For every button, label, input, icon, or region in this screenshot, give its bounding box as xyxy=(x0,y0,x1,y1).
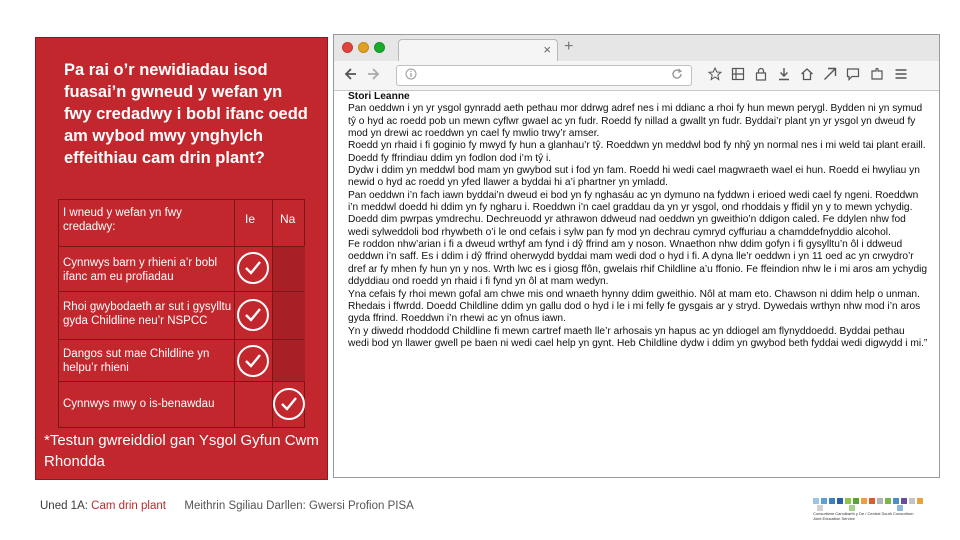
column-yes-header: Ie xyxy=(245,212,256,226)
lock-icon[interactable] xyxy=(754,67,768,84)
check-icon xyxy=(237,252,269,284)
unit-topic: Cam drin plant xyxy=(91,500,166,512)
new-tab-icon[interactable]: + xyxy=(564,38,574,55)
star-icon[interactable] xyxy=(708,67,722,84)
close-tab-icon[interactable]: × xyxy=(543,42,551,57)
row-label: Cynnwys mwy o is-benawdau xyxy=(63,398,215,410)
page-info-icon xyxy=(405,68,417,83)
reload-icon[interactable] xyxy=(671,68,683,83)
check-icon xyxy=(237,345,269,377)
source-note: *Testun gwreiddiol gan Ysgol Gyfun Cwm Rhondda xyxy=(44,432,319,470)
consortium-logo xyxy=(813,496,923,526)
story-paragraph: Roedd yn rhaid i fi goginio fy mwyd fy hun a glanhau’r tŷ. Roeddwn yn meddwl bod fy nhŷ yn normal nes i mi weld tai plant eraill. Doedd fy ffrindiau ddim yn fodlon dod i’m tŷ i. xyxy=(348,140,926,164)
story-paragraph: Fe roddon nhw’arian i fi a dweud wrthyf am fynd i dŷ ffrind am y noson. Wnaethon nhw ddim gofyn i fi gysylltu’n ôl i ddweud oeddwn i’n saff. Es i ddim i dŷ ffrind oherwydd byddai mam wedi dod o hyd i fi. A dyna lle’r oeddwn i yn 11 oed ac yn crwydro’r dref ar fy mhen fy hun yn y nos. Wrth lwc es i giosg ffôn, gwelais rhif Childline a’u ffonio. Fe ffeindion nhw le i mi aros am ychydig ddyddiau ond roedd yn rhaid i fi fynd yn ôl at mam wedyn. xyxy=(348,239,928,288)
check-icon xyxy=(273,388,305,420)
row-label: Dangos sut mae Childline yn helpu’r rhieni xyxy=(63,348,210,374)
send-arrow-icon[interactable] xyxy=(823,67,837,84)
maximize-window-icon[interactable] xyxy=(374,42,385,53)
story-content xyxy=(348,91,928,350)
story-paragraph: Pan oeddwn i yn yr ysgol gynradd aeth pethau mor ddrwg adref nes i mi ddianc a rhoi fy hun mewn perygl. Bydden ni yn symud tŷ o hyd ac roedd pob un mewn cyflwr gwael ac yn fudr. Roedd fy nillad a gwallt yn fudr. Byddai’r plant yn yr ysgol yn dweud fy mod yn drewi ac roeddwn yn cael fy mwlio trwy’r amser. xyxy=(348,103,923,140)
answer-table xyxy=(58,199,305,428)
question-text: Pa rai o’r newidiadau isod fuasai’n gwneud y wefan yn fwy credadwy i bobl ifanc oedd am wybod mwy ynghylch effeithiau cam drin plant? xyxy=(64,61,308,167)
check-icon xyxy=(237,299,269,331)
extension-icon[interactable] xyxy=(870,67,884,84)
logo-text: Consortiwm Canolbarth y De / Central South Consortium Joint Education Service xyxy=(813,511,914,521)
address-bar[interactable] xyxy=(396,65,692,86)
download-icon[interactable] xyxy=(777,67,791,84)
footer xyxy=(40,500,414,512)
browser-tab[interactable] xyxy=(398,39,558,61)
browser-titlebar xyxy=(334,35,939,61)
story-title: Stori Leanne xyxy=(348,91,410,102)
story-paragraph: Yna cefais fy rhoi mewn gofal am chwe mis ond wnaeth hynny ddim gweithio. Nôl at mam eto. Chawson ni ddim help o unman. Rhedais i ffwrdd. Doedd Childline ddim yn gallu dod o hyd i le i mi felly fe gysgais ar y stryd. Dywedais wrthyn nhw mod i’n aros gyda ffrind. Roeddwn i’n rhewi ac yn ofnus iawn. xyxy=(348,288,921,325)
table-header-row xyxy=(59,200,304,246)
table-row xyxy=(59,246,304,291)
unit-label: Uned 1A: xyxy=(40,500,88,512)
browser-window xyxy=(333,34,940,478)
table-header-label: I wneud y wefan yn fwy credadwy: xyxy=(63,207,182,233)
chat-icon[interactable] xyxy=(846,67,860,84)
table-row xyxy=(59,381,304,429)
forward-arrow-icon[interactable] xyxy=(366,67,380,85)
close-window-icon[interactable] xyxy=(342,42,353,53)
home-icon[interactable] xyxy=(800,67,814,84)
browser-toolbar xyxy=(334,61,939,91)
column-no-header: Na xyxy=(280,212,296,226)
row-label: Cynnwys barn y rhieni a’r bobl ifanc am eu profiadau xyxy=(63,257,218,283)
reading-list-icon[interactable] xyxy=(731,67,745,84)
story-paragraph: Pan oeddwn i’n fach iawn byddai’n dweud ei bod yn fy nghasáu ac yn dymuno na fyddwn i erioed wedi cael fy ngeni. Roeddwn i’n meddwl doedd hi ddim yn fy ngharu i. Roeddwn i’n cael graddau da yn yr ysgol, ond rhoddais y ffidil yn y to mewn ychydig. Doedd dim pwrpas ymdrechu. Dechreuodd yr athrawon ddweud nad oeddwn yn gweithio’n ddigon caled. Fe ddylen nhw fod wedi sylweddoli bod rhywbeth o’i le ond cefais i sylw pan fy mod yn dechrau cymryd cyffuriau a chamddefnyddio alcohol. xyxy=(348,189,919,238)
back-arrow-icon[interactable] xyxy=(344,67,358,85)
minimize-window-icon[interactable] xyxy=(358,42,369,53)
table-row xyxy=(59,291,304,339)
menu-icon[interactable] xyxy=(894,67,908,84)
footer-subtitle: Meithrin Sgiliau Darllen: Gwersi Profion PISA xyxy=(184,500,414,512)
story-paragraph: Yn y diwedd rhoddodd Childline fi mewn cartref maeth lle’r arhosais yn hapus ac yn ddiogel am flynyddoedd. Byddai pethau wedi bod yn llawer gwell pe baen ni wedi cael help yn gynt. Heb Childline dydw i ddim yn gwybod beth fyddai wedi digwydd i mi.” xyxy=(348,325,928,349)
question-panel xyxy=(35,37,328,480)
row-label: Rhoi gwybodaeth ar sut i gysylltu gyda Childline neu’r NSPCC xyxy=(63,301,232,327)
story-paragraph: Dydw i ddim yn meddwl bod mam yn gwybod sut i fod yn fam. Roedd hi wedi cael magwraeth wael ei hun. Roedd ei hwyliau yn newid o hyd ac roedd yn yfed llawer a byddai hi a’i phartner yn ymladd. xyxy=(348,165,920,189)
table-row xyxy=(59,339,304,381)
